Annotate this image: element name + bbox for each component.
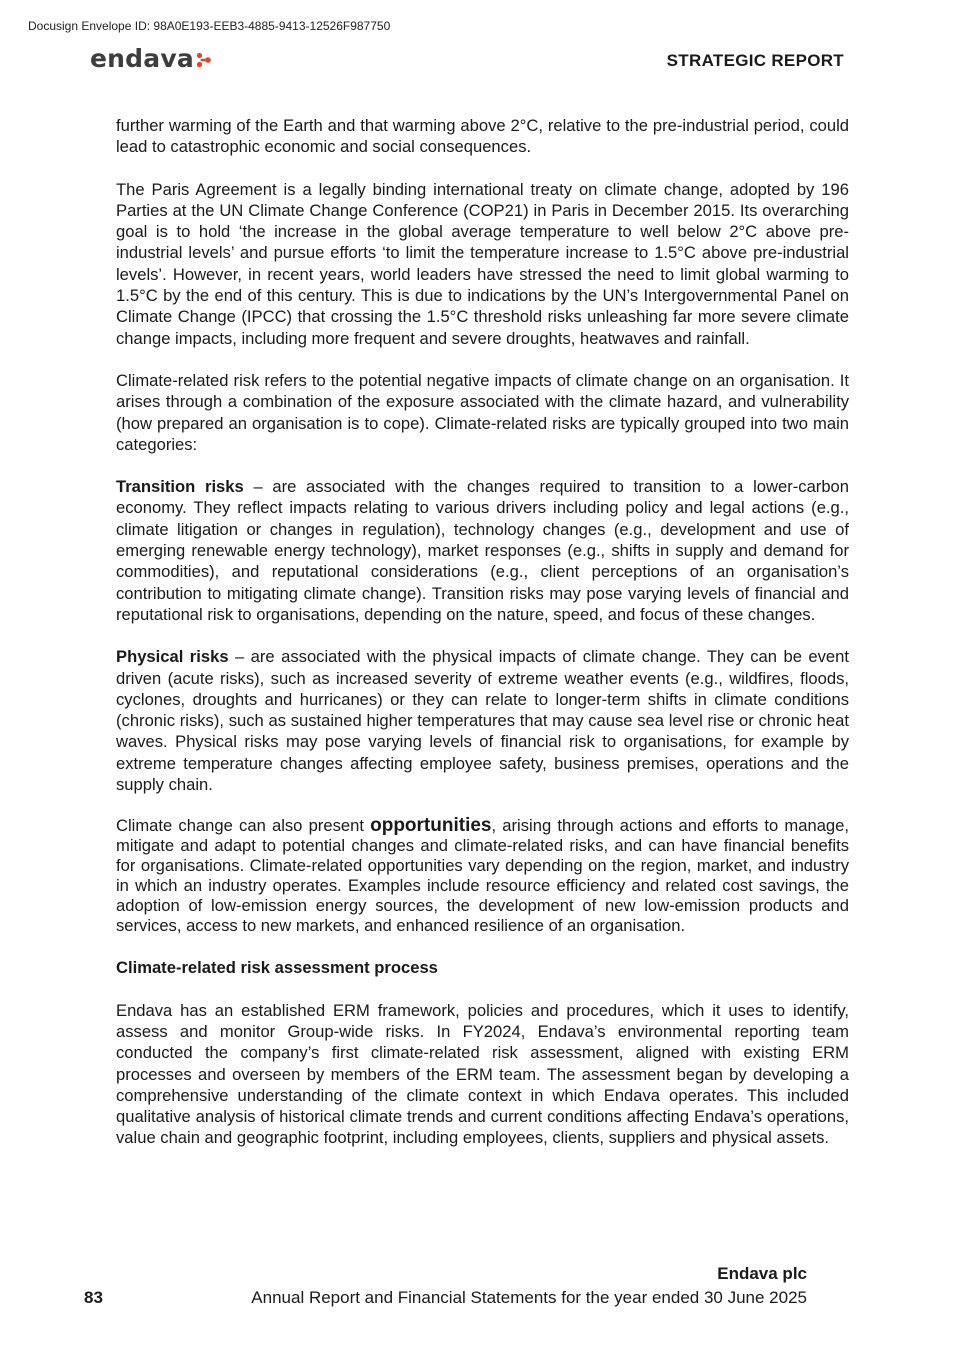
paragraph-physical-risks — [116, 646, 849, 795]
endava-mark-icon — [196, 52, 212, 68]
paragraph-warming: further warming of the Earth and that warming above 2°C, relative to the pre-industrial period, could lead to catastrophic economic and social consequences. — [116, 116, 849, 157]
paragraph-paris-agreement: The Paris Agreement is a legally binding international treaty on climate change, adopted by 196 Parties at the UN Climate Change Conference (COP21) in Paris in December 2015. Its overarching goal is to hold ‘the increase in the global average temperature to well below 2°C above pre-industrial levels’ and pursue efforts ‘to limit the temperature increase to 1.5°C above pre-industrial levels’. However, in recent years, world leaders have stressed the need to limit global warming to 1.5°C by the end of this century. This is due to indications by the UN’s Intergovernmental Panel on Climate Change (IPCC) that crossing the 1.5°C threshold risks unleashing far more severe climate change impacts, including more frequent and severe droughts, heatwaves and rainfall. — [116, 179, 849, 348]
physical-risks-text: – are associated with the physical impacts of climate change. They can be event driven (acute risks), such as increased severity of extreme weather events (e.g., wildfires, floods, cyclones, droughts and hurricanes) or they can relate to longer-term shifts in climate conditions (chronic risks), such as sustained higher temperatures that may cause sea level rise or chronic heat waves. Physical risks may pose varying levels of financial risk to organisations, for example by extreme temperature changes affecting employee safety, business premises, operations and the supply chain. — [116, 647, 849, 795]
endava-logo — [90, 44, 212, 73]
opportunities-text: , arising through actions and efforts to manage, mitigate and adapt to potential changes and climate-related risks, and can have financial benefits for organisations. Climate-related opportunities vary depending on the region, market, and industry in which an industry operates. Examples include resource efficiency and related cost savings, the adoption of low-emission energy sources, the development of new low-emission products and services, access to new markets, and enhanced resilience of an organisation. — [116, 816, 849, 936]
main-content — [116, 115, 849, 1149]
paragraph-climate-risk: Climate-related risk refers to the potential negative impacts of climate change on an organisation. It arises through a combination of the exposure associated with the climate hazard, and vulnerability (how prepared an organisation is to cope). Climate-related risks are typically grouped into two main categories: — [116, 370, 849, 454]
transition-risks-term: Transition risks — [116, 477, 244, 497]
transition-risks-text: – are associated with the changes required to transition to a lower-carbon economy. They reflect impacts relating to various drivers including policy and legal actions (e.g., climate litigation or changes in regulation), technology changes (e.g., development and use of emerging renewable energy technology), market responses (e.g., shifts in supply and demand for commodities), and reputational considerations (e.g., client perceptions of an organisation’s contribution to mitigating climate change). Transition risks may pose varying levels of financial and reputational risk to organisations, depending on the nature, speed, and focus of these changes. — [116, 477, 850, 624]
footer-report-title: Annual Report and Financial Statements for the year ended 30 June 2025 — [251, 1288, 807, 1307]
page-number: 83 — [84, 1288, 103, 1307]
footer-company-name: Endava plc — [717, 1264, 807, 1283]
physical-risks-term: Physical risks — [116, 647, 229, 667]
section-title: STRATEGIC REPORT — [666, 51, 844, 70]
logo-wordmark: endava — [90, 44, 194, 73]
subheading-risk-assessment: Climate-related risk assessment process — [116, 958, 438, 978]
paragraph-opportunities — [116, 816, 849, 936]
paragraph-erm-framework: Endava has an established ERM framework, policies and procedures, which it uses to identify, assess and monitor Group-wide risks. In FY2024, Endava’s environmental reporting team conducted the company’s first climate-related risk assessment, aligned with existing ERM processes and overseen by members of the ERM team. The assessment began by developing a comprehensive understanding of the climate context in which Endava operates. This included qualitative analysis of historical climate trends and current conditions affecting Endava’s operations, value chain and geographic footprint, including employees, clients, suppliers and physical assets. — [116, 1000, 849, 1148]
docusign-envelope-id: Docusign Envelope ID: 98A0E193-EEB3-4885-9413-12526F987750 — [28, 19, 391, 33]
opportunities-term: opportunities — [370, 815, 492, 837]
opportunities-lead: Climate change can also present — [116, 816, 371, 836]
paragraph-transition-risks — [116, 476, 849, 625]
